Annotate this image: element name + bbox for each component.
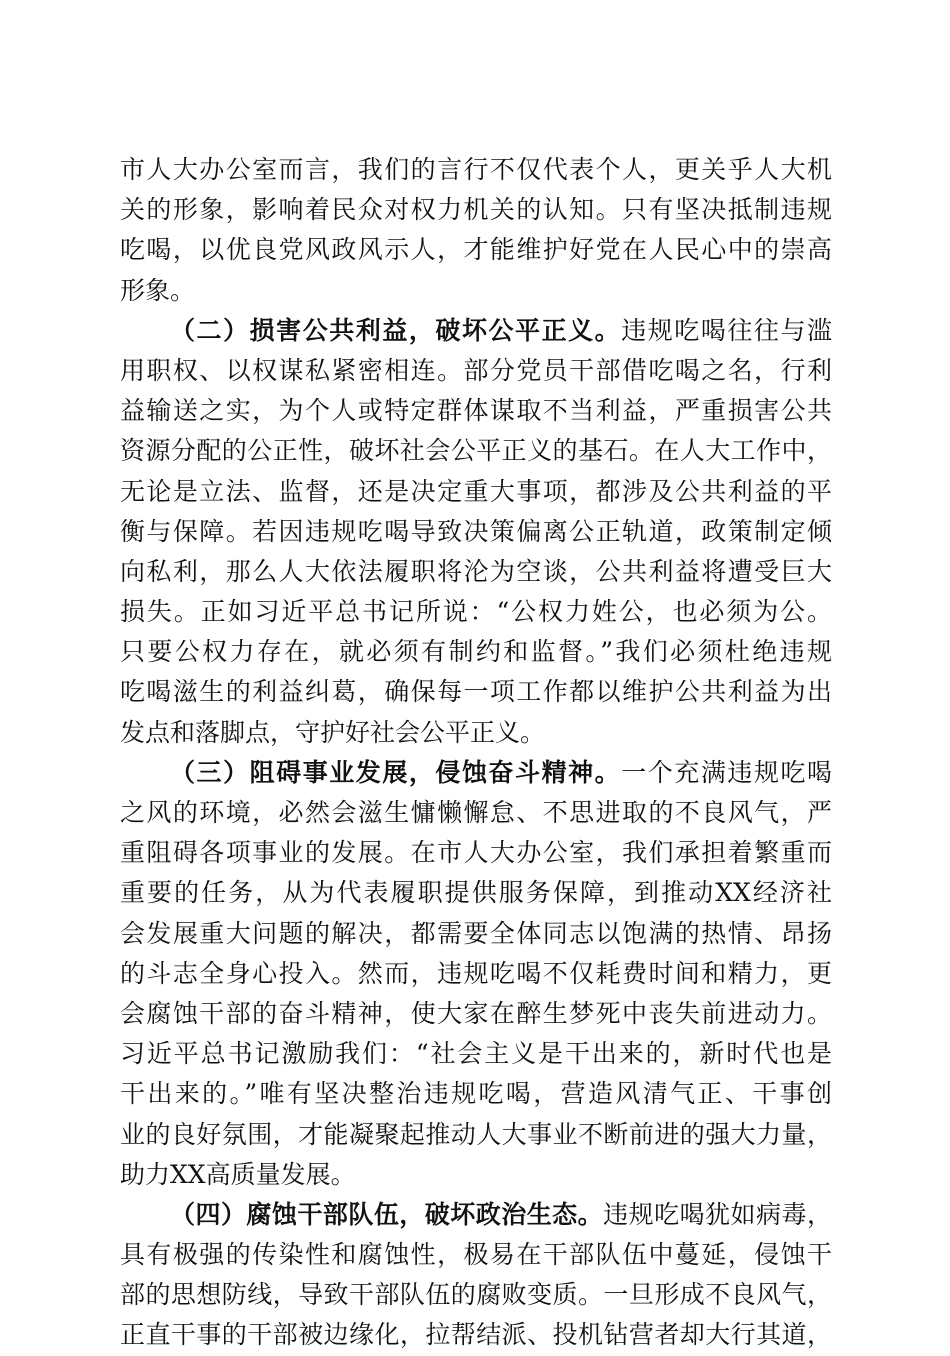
text-line	[120, 793, 832, 833]
text-line	[120, 713, 832, 753]
section-heading: （三）阻碍事业发展，侵蚀奋斗精神。	[170, 757, 622, 787]
text-line	[120, 512, 832, 552]
text-line	[120, 954, 832, 994]
section-heading: （四）腐蚀干部队伍，破坏政治生态。	[170, 1199, 604, 1229]
line-text: 关的形象，影响着民众对权力机关的认知。只有坚决抵制违规	[120, 195, 832, 225]
text-line	[120, 1074, 832, 1114]
line-text: 资源分配的公正性，破坏社会公平正义的基石。在人大工作中，	[120, 436, 832, 466]
line-text: 形象。	[120, 275, 196, 305]
line-text: 向私利，那么人大依法履职将沦为空谈，公共利益将遭受巨大	[120, 556, 832, 586]
text-line	[120, 472, 832, 512]
line-text: 吃喝，以优良党风政风示人，才能维护好党在人民心中的崇高	[120, 235, 832, 265]
line-text: 会腐蚀干部的奋斗精神，使大家在醉生梦死中丧失前进动力。	[120, 998, 832, 1028]
line-text: 只要公权力存在，就必须有制约和监督。”我们必须杜绝违规	[120, 637, 832, 667]
paragraph-heading-line	[120, 753, 832, 793]
line-text: 吃喝滋生的利益纠葛，确保每一项工作都以维护公共利益为出	[120, 677, 832, 707]
text-line	[120, 632, 832, 672]
text-line	[120, 873, 832, 913]
text-line	[120, 994, 832, 1034]
line-text: 重阻碍各项事业的发展。在市人大办公室，我们承担着繁重而	[120, 838, 832, 868]
line-text: 市人大办公室而言，我们的言行不仅代表个人，更关乎人大机	[120, 155, 832, 184]
text-line	[120, 1275, 832, 1315]
text-line	[120, 672, 832, 712]
text-line	[120, 552, 832, 592]
text-line	[120, 351, 832, 391]
line-text: 益输送之实，为个人或特定群体谋取不当利益，严重损害公共	[120, 396, 832, 426]
paragraph-heading-line	[120, 311, 832, 351]
text-line	[120, 1235, 832, 1275]
line-text: 违规吃喝往往与滥	[621, 315, 832, 345]
text-line	[120, 1155, 832, 1195]
text-line	[120, 230, 832, 270]
line-text: 会发展重大问题的解决，都需要全体同志以饱满的热情、昂扬	[120, 918, 832, 948]
line-text: 干出来的。”唯有坚决整治违规吃喝，营造风清气正、干事创	[120, 1079, 832, 1109]
line-text: 用职权、以权谋私紧密相连。部分党员干部借吃喝之名，行利	[120, 355, 832, 385]
text-line	[120, 1115, 832, 1155]
text-line	[120, 150, 832, 190]
text-line	[120, 190, 832, 230]
text-line	[120, 431, 832, 471]
line-text: 助力XX高质量发展。	[120, 1159, 356, 1189]
line-text: 习近平总书记激励我们：“社会主义是干出来的，新时代也是	[120, 1039, 832, 1069]
line-text: 损失。正如习近平总书记所说：“公权力姓公，也必须为公。	[120, 597, 832, 627]
line-text: 具有极强的传染性和腐蚀性，极易在干部队伍中蔓延，侵蚀干	[120, 1240, 832, 1270]
paragraph-heading-line	[120, 1195, 832, 1235]
document-body	[120, 150, 832, 1356]
line-text: 无论是立法、监督，还是决定重大事项，都涉及公共利益的平	[120, 476, 832, 506]
line-text: 正直干事的干部被边缘化，拉帮结派、投机钻营者却大行其道，	[120, 1320, 832, 1350]
line-text: 衡与保障。若因违规吃喝导致决策偏离公正轨道，政策制定倾	[120, 516, 832, 546]
text-line	[120, 914, 832, 954]
line-text: 之风的环境，必然会滋生慵懒懈怠、不思进取的不良风气，严	[120, 798, 832, 827]
text-line	[120, 1034, 832, 1074]
line-text: 违规吃喝犹如病毒，	[603, 1199, 832, 1229]
line-text: 发点和落脚点，守护好社会公平正义。	[120, 717, 546, 747]
section-heading: （二）损害公共利益，破坏公平正义。	[170, 315, 622, 345]
line-text: 的斗志全身心投入。然而，违规吃喝不仅耗费时间和精力，更	[120, 958, 832, 988]
text-line	[120, 391, 832, 431]
line-text: 业的良好氛围，才能凝聚起推动人大事业不断前进的强大力量，	[120, 1119, 832, 1149]
text-line	[120, 1315, 832, 1355]
text-line	[120, 592, 832, 632]
text-line	[120, 833, 832, 873]
line-text: 部的思想防线，导致干部队伍的腐败变质。一旦形成不良风气，	[120, 1280, 832, 1310]
line-text: 一个充满违规吃喝	[621, 757, 832, 787]
line-text: 重要的任务，从为代表履职提供服务保障，到推动XX经济社	[120, 878, 832, 908]
text-line	[120, 271, 832, 311]
